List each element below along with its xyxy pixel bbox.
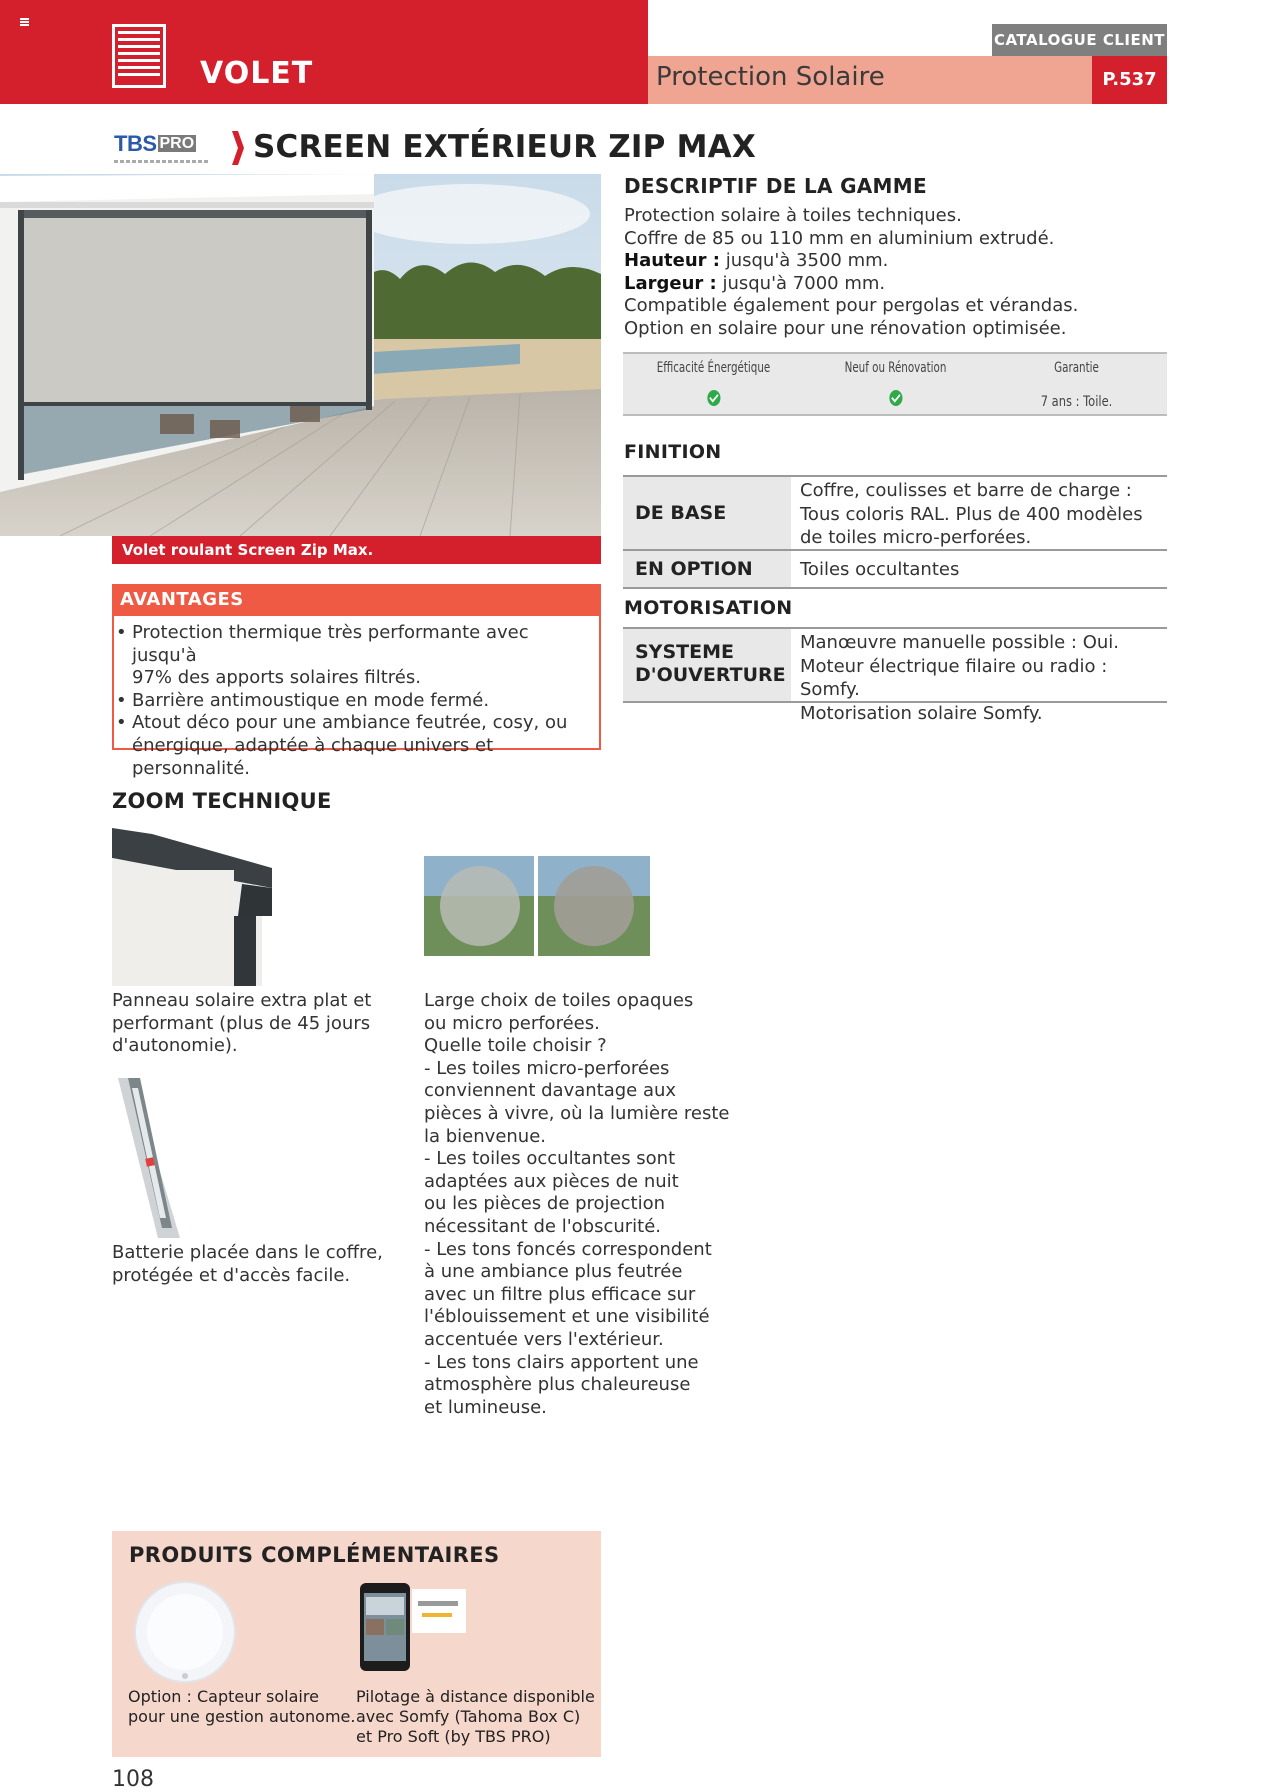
product-photo: [0, 174, 601, 536]
roller-shutter-icon: [112, 24, 166, 88]
opening-system-line: Motorisation solaire Somfy.: [800, 702, 1043, 724]
description-line: Compatible également pour pergolas et vérandas.: [624, 295, 1079, 317]
sensor-line: pour une gestion autonome.: [128, 1707, 356, 1726]
fabric-samples-photo: [424, 856, 650, 956]
remote-control-line: et Pro Soft (by TBS PRO): [356, 1727, 551, 1746]
fabric-line: l'éblouissement et une visibilité: [424, 1306, 710, 1328]
fabric-line: pièces à vivre, où la lumière reste: [424, 1102, 730, 1124]
sensor-text: [128, 1687, 355, 1727]
spec-header: Neuf ou Rénovation: [844, 360, 947, 376]
description-title: DESCRIPTIF DE LA GAMME: [624, 174, 927, 198]
fabric-line: avec un filtre plus efficace sur: [424, 1283, 696, 1305]
spec-warranty: [986, 354, 1167, 414]
fabric-line: ou les pièces de projection: [424, 1193, 666, 1215]
divider: [623, 587, 1167, 589]
battery-photo: [118, 1078, 180, 1238]
base-text: [800, 479, 1170, 550]
description-line: Protection solaire à toiles techniques.: [624, 205, 962, 226]
width-label: Largeur :: [624, 272, 717, 294]
description-text: [624, 205, 1164, 341]
description-line: [624, 250, 1164, 273]
spec-header: Efficacité Énergétique: [656, 360, 771, 376]
opening-system-line: Manœuvre manuelle possible : Oui.: [800, 632, 1119, 653]
fabric-line: - Les tons foncés correspondent: [424, 1238, 712, 1260]
check-icon: [889, 390, 902, 406]
list-item-line: 97% des apports solaires filtrés.: [132, 667, 421, 689]
section-title: VOLET: [200, 56, 314, 91]
width-value: jusqu'à 7000 mm.: [716, 272, 886, 294]
base-text-line: Tous coloris RAL. Plus de 400 modèles: [800, 503, 1143, 525]
fabric-line: - Les toiles occultantes sont: [424, 1148, 676, 1170]
sensor-line: Option : Capteur solaire: [128, 1687, 319, 1706]
base-text-line: de toiles micro-perforées.: [800, 527, 1032, 548]
brand-logo: [114, 131, 214, 167]
opening-system-label-line: SYSTEME: [635, 641, 734, 663]
fabric-line: la bienvenue.: [424, 1125, 547, 1147]
list-item-line: Atout déco pour une ambiance feutrée, cosy, ou: [132, 712, 568, 734]
divider: [623, 701, 1167, 703]
remote-control-text: [356, 1687, 595, 1747]
list-item: [114, 622, 594, 690]
opening-system-label: [623, 629, 791, 701]
description-line: [624, 273, 1164, 296]
spec-energy: [623, 354, 804, 414]
battery-line: protégée et d'accès facile.: [112, 1264, 351, 1286]
option-label: EN OPTION: [623, 551, 791, 587]
spec-value: 7 ans : Toile.: [1040, 394, 1113, 410]
zoom-title: ZOOM TECHNIQUE: [112, 789, 332, 813]
remote-control-line: Pilotage à distance disponible: [356, 1687, 595, 1706]
solar-panel-photo: [112, 828, 272, 986]
opening-system-line: Moteur électrique filaire ou radio : Somfy.: [800, 655, 1108, 700]
fabric-line: et lumineuse.: [424, 1396, 547, 1418]
list-item: [114, 690, 594, 713]
complementary-title: PRODUITS COMPLÉMENTAIRES: [129, 1543, 500, 1567]
spec-header: Garantie: [1054, 360, 1099, 376]
solar-panel-line: Panneau solaire extra plat et: [112, 990, 372, 1011]
fabric-line: atmosphère plus chaleureuse: [424, 1374, 691, 1396]
remote-control-line: avec Somfy (Tahoma Box C): [356, 1707, 581, 1726]
fabric-text: [424, 990, 729, 1419]
motorisation-title: MOTORISATION: [624, 597, 793, 619]
page-reference: P.537: [1092, 56, 1167, 104]
battery-line: Batterie placée dans le coffre,: [112, 1242, 383, 1263]
spec-new-renovation: [805, 354, 986, 414]
finition-title: FINITION: [624, 441, 722, 463]
spec-strip: [623, 352, 1167, 416]
base-text-line: Coffre, coulisses et barre de charge :: [800, 480, 1132, 501]
solar-panel-line: performant (plus de 45 jours: [112, 1012, 371, 1034]
description-line: Coffre de 85 ou 110 mm en aluminium extrudé.: [624, 227, 1055, 249]
fabric-line: - Les toiles micro-perforées: [424, 1057, 670, 1079]
list-item-line: Protection thermique très performante avec jusqu'à: [132, 622, 529, 666]
solar-panel-text: [112, 990, 371, 1058]
brand-logo-tagline: [114, 160, 210, 163]
brand-logo-main: TBS: [114, 131, 157, 156]
chevron-right-icon: [232, 131, 244, 165]
check-icon: [707, 390, 720, 406]
smartphone-app-photo: [356, 1577, 468, 1673]
fabric-line: conviennent davantage aux: [424, 1080, 677, 1102]
photo-caption: Volet roulant Screen Zip Max.: [112, 536, 601, 564]
height-value: jusqu'à 3500 mm.: [720, 250, 889, 272]
subsection-title: Protection Solaire: [656, 62, 885, 92]
solar-panel-line: d'autonomie).: [112, 1035, 238, 1057]
menu-icon[interactable]: [20, 18, 29, 26]
list-item-line: Barrière antimoustique en mode fermé.: [132, 689, 490, 711]
option-text: Toiles occultantes: [800, 559, 960, 580]
base-label: DE BASE: [623, 477, 791, 549]
fabric-line: - Les tons clairs apportent une: [424, 1351, 699, 1373]
advantages-title: AVANTAGES: [112, 584, 601, 616]
fabric-line: ou micro perforées.: [424, 1012, 600, 1034]
battery-text: [112, 1242, 383, 1287]
fabric-line: à une ambiance plus feutrée: [424, 1261, 683, 1283]
fabric-line: nécessitant de l'obscurité.: [424, 1215, 662, 1237]
opening-system-text: [800, 631, 1170, 725]
solar-sensor-photo: [131, 1580, 239, 1686]
fabric-line: accentuée vers l'extérieur.: [424, 1328, 664, 1350]
list-item-line: énergique, adaptée à chaque univers et personnalité.: [132, 734, 494, 779]
product-title: SCREEN EXTÉRIEUR ZIP MAX: [253, 129, 756, 165]
fabric-line: adaptées aux pièces de nuit: [424, 1170, 679, 1192]
catalogue-badge: CATALOGUE CLIENT: [992, 24, 1167, 56]
brand-logo-suffix: PRO: [159, 135, 195, 152]
fabric-line: Quelle toile choisir ?: [424, 1035, 607, 1057]
opening-system-label-line: D'OUVERTURE: [635, 664, 786, 686]
fabric-line: Large choix de toiles opaques: [424, 990, 694, 1011]
advantages-list: [114, 622, 594, 780]
height-label: Hauteur :: [624, 250, 720, 272]
page-number: 108: [112, 1767, 154, 1792]
description-line: Option en solaire pour une rénovation optimisée.: [624, 317, 1067, 339]
header-band: [0, 0, 648, 104]
list-item: [114, 712, 594, 780]
